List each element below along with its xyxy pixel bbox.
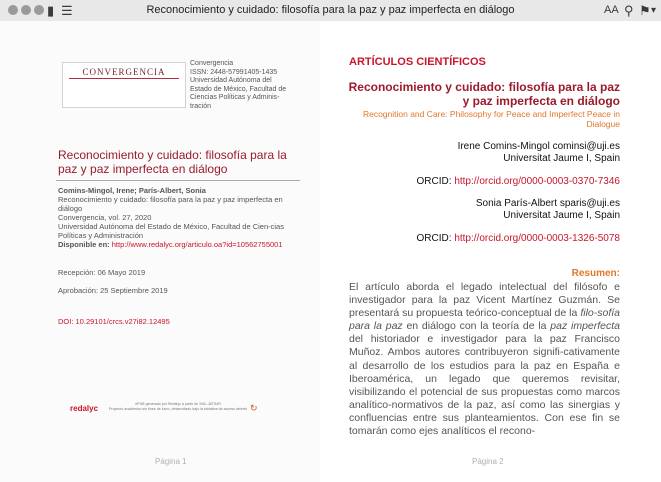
orcid-2-label: ORCID:: [416, 233, 452, 244]
page-number-right: Página 2: [472, 457, 504, 466]
toc-icon[interactable]: ☰: [61, 3, 73, 18]
doi-label: DOI:: [58, 317, 74, 326]
redalyc-logo: redalyc: [70, 404, 99, 413]
search-icon[interactable]: ⚲: [624, 3, 634, 18]
chevron-down-icon[interactable]: ▾: [651, 5, 657, 16]
abstract-part-c: del historiador e investigador para la paz Francisco Muñoz. Ambos autores contribuyeron signifi-cativamente al desarrollo de los estudios para la paz en España e Iberoamérica, un legado que queremos revisitar, visibilizando el potencial de sus propuestas como marcos analítico-normativos de la paz, así como las sinergias y confluencias entre sus planteamientos. Con ese fin se tomarán como ejes analíticos el recono-: [349, 333, 620, 438]
approved-date: Aprobación: 25 Septiembre 2019: [58, 286, 168, 295]
orcid-1-link[interactable]: http://orcid.org/0000-0003-0370-7346: [454, 176, 620, 187]
window-titlebar: [0, 0, 661, 22]
available-label: Disponible en:: [58, 240, 110, 249]
author-2-affiliation: Universitat Jaume I, Spain: [503, 210, 620, 221]
citation-authors: Comins-Mingol, Irene; París-Albert, Sonia: [58, 186, 206, 195]
abstract-part-b: en diálogo con la teoría de la: [402, 320, 551, 333]
library-icon[interactable]: ▮: [47, 3, 55, 18]
orcid-2: [340, 233, 620, 244]
section-heading: ARTÍCULOS CIENTÍFICOS: [349, 56, 486, 68]
doi-line: [58, 317, 170, 326]
title-divider: [56, 180, 300, 181]
orcid-1: [340, 176, 620, 187]
abstract-emphasis-1: filo-sofía para la paz: [349, 307, 620, 333]
author-2-name: Sonia París-Albert sparis@uji.es: [475, 198, 620, 209]
citation-institution: Universidad Autónoma del Estado de México, Facultad de Cien-cias Políticas y Administración: [58, 222, 284, 240]
window-title: Reconocimiento y cuidado: filosofía para la paz y paz imperfecta en diálogo: [146, 4, 515, 16]
journal-logo-text: CONVERGENCIA: [82, 67, 166, 77]
journal-logo: [62, 62, 186, 108]
abstract-part-a: El artículo aborda el legado intelectual del filósofo e investigador para la paz Vicent Martínez Guzmán. Se presentará su propuesta teórico-conceptual de la: [349, 281, 620, 320]
citation-title: Reconocimiento y cuidado: filosofía para la paz y paz imperfecta en diálogo: [58, 195, 283, 213]
logo-rule: [69, 78, 179, 79]
open-access-icon: ↻: [250, 403, 258, 413]
article-title: Reconocimiento y cuidado: filosofía para la paz y paz imperfecta en diálogo: [348, 80, 620, 108]
left-article-title: Reconocimiento y cuidado: filosofía para la paz y paz imperfecta en diálogo: [58, 148, 287, 176]
received-date: Recepción: 06 Mayo 2019: [58, 268, 146, 277]
abstract-emphasis-2: paz imperfecta: [550, 320, 621, 333]
author-1: [340, 141, 620, 165]
journal-info: Convergencia ISSN: 2448-57991405-1435 Universidad Autónoma del Estado de México, Facultad de Ciencias Políticas y Adminis- tración: [190, 60, 287, 110]
page-number-left: Página 1: [155, 457, 187, 466]
bookmark-icon[interactable]: ⚑: [639, 3, 651, 18]
citation-block: [58, 186, 298, 249]
epub-footer-text: ePUB generado por Redalyc a partir de XML-JATS4R Proyecto académico sin fines de lucro, desarrollado bajo la iniciativa de acceso abierto: [108, 402, 248, 411]
author-1-affiliation: Universitat Jaume I, Spain: [503, 153, 620, 164]
author-2: [340, 198, 620, 222]
doi-link[interactable]: 10.29101/crcs.v27i82.12495: [75, 317, 170, 326]
citation-volume: Convergencia, vol. 27, 2020: [58, 213, 152, 222]
orcid-2-link[interactable]: http://orcid.org/0000-0003-1326-5078: [454, 233, 620, 244]
abstract-text: [349, 281, 620, 438]
font-size-icon[interactable]: AA: [604, 4, 619, 16]
article-subtitle: Recognition and Care: Philosophy for Peace and Imperfect Peace in Dialogue: [362, 109, 620, 129]
author-1-name: Irene Comins-Mingol cominsi@uji.es: [457, 141, 620, 152]
available-link[interactable]: http://www.redalyc.org/articulo.oa?id=10562755001: [111, 240, 283, 249]
orcid-1-label: ORCID:: [416, 176, 452, 187]
abstract-heading: Resumen:: [571, 268, 620, 279]
